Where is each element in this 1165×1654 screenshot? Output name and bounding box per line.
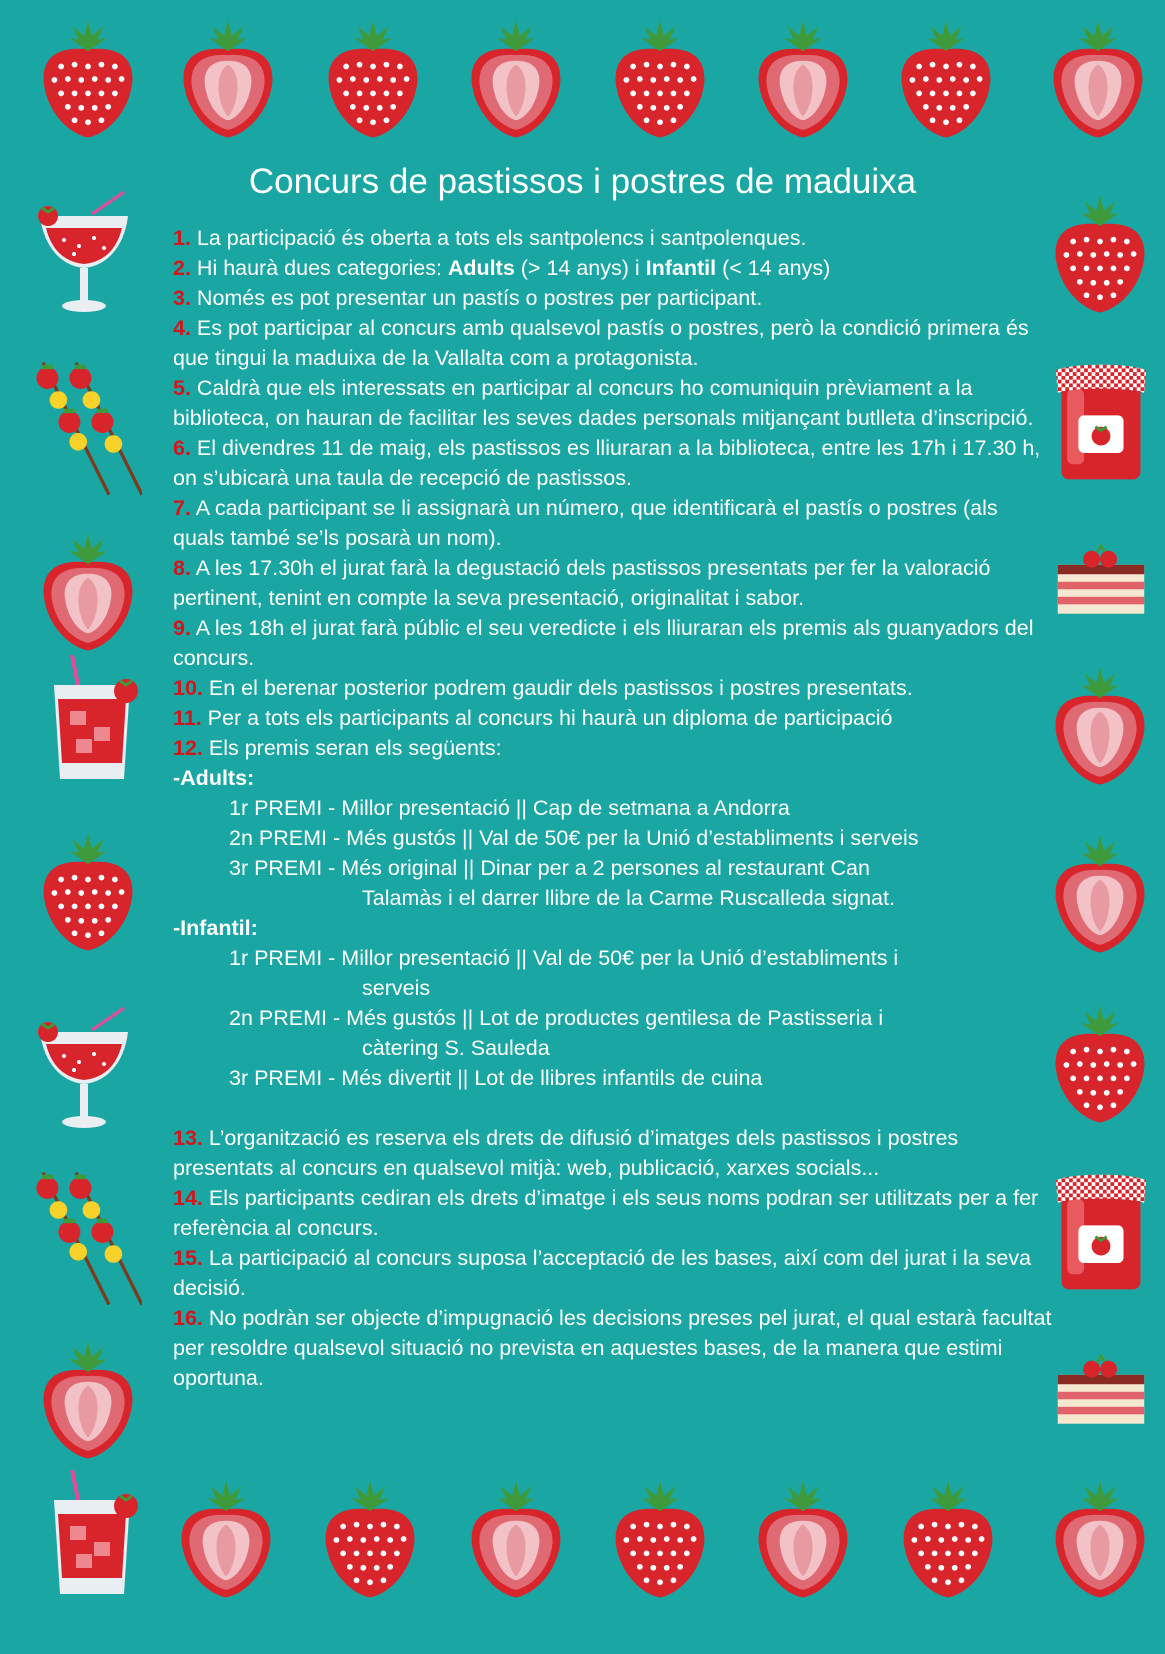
layer-cake-icon: [1054, 538, 1148, 618]
strawberry-cut-icon: [1050, 15, 1146, 143]
fruit-skewer-icon: [32, 1165, 142, 1310]
rule-11: [173, 703, 1053, 733]
rule-text: Els premis seran els següents:: [202, 736, 502, 760]
iced-drink-icon: [44, 1470, 144, 1600]
rule-text: A les 18h el jurat farà públic el seu veredicte i els lliuraran els premis als guanyadors del concurs.: [173, 616, 1034, 670]
rule-text: Caldrà que els interessats en participar al concurs ho comuniquin prèviament a la biblioteca, on hauran de facilitar les seves dades personals mitjançant butlleta d’inscripció.: [173, 376, 1034, 430]
rule-text: El divendres 11 de maig, els pastissos es lliuraran a la biblioteca, entre les 17h i 17.30 h, on s’ubicarà una taula de recepció de pastissos.: [173, 436, 1041, 490]
jam-jar-icon: [1054, 1168, 1148, 1296]
rule-number: 14.: [173, 1186, 203, 1210]
rule-number: 4.: [173, 316, 191, 340]
strawberry-icon: [1052, 190, 1148, 318]
rule-text: No podràn ser objecte d’impugnació les decisions preses pel jurat, el qual estarà facultat per resoldre qualsevol situació no prevista en aquestes bases, de la manera que estimi oportuna.: [173, 1306, 1052, 1390]
strawberry-icon: [612, 15, 708, 143]
strawberry-cut-icon: [1052, 1475, 1148, 1603]
rule-14: [173, 1183, 1053, 1243]
strawberry-cut-icon: [755, 1475, 851, 1603]
rule-text: (< 14 anys): [716, 256, 831, 280]
category-infantil: Infantil: [645, 256, 717, 280]
strawberry-icon: [40, 15, 136, 143]
rule-number: 7.: [173, 496, 191, 520]
rule-text: Només es pot presentar un pastís o postres per participant.: [190, 286, 763, 310]
strawberry-icon: [325, 15, 421, 143]
rule-number: 16.: [173, 1306, 203, 1330]
rule-text: En el berenar posterior podrem gaudir dels pastissos i postres presentats.: [202, 676, 913, 700]
strawberry-cut-icon: [40, 1336, 136, 1464]
category-adults: Adults: [447, 256, 515, 280]
rules-list: [173, 223, 1053, 1393]
iced-drink-icon: [44, 655, 144, 785]
rule-text: Els participants cediran els drets d’imatge i els seus noms podran ser utilitzats per a fer referència al concurs.: [173, 1186, 1039, 1240]
rule-9: [173, 613, 1053, 673]
rule-number: 12.: [173, 736, 203, 760]
strawberry-icon: [900, 1475, 996, 1603]
rule-12: [173, 733, 1053, 763]
rule-number: 5.: [173, 376, 191, 400]
rule-text: Es pot participar al concurs amb qualsevol pastís o postres, però la condició primera és que tingui la maduixa de la Vallalta com a protagonista.: [173, 316, 1029, 370]
rule-number: 3.: [173, 286, 191, 310]
strawberry-cut-icon: [1052, 830, 1148, 958]
rule-number: 8.: [173, 556, 191, 580]
rule-4: [173, 313, 1053, 373]
strawberry-icon: [612, 1475, 708, 1603]
strawberry-cut-icon: [180, 15, 276, 143]
prize-item: 2n PREMI - Més gustós || Lot de productes gentilesa de Pastisseria i: [229, 1006, 884, 1030]
prize-category-infantil: -Infantil:: [173, 916, 258, 940]
rule-7: [173, 493, 1053, 553]
jam-jar-icon: [1054, 358, 1148, 486]
strawberry-icon: [322, 1475, 418, 1603]
rule-15: [173, 1243, 1053, 1303]
rule-text: Hi haurà dues categories:: [190, 256, 448, 280]
rule-text: (> 14 anys) i: [514, 256, 646, 280]
strawberry-icon: [1052, 1000, 1148, 1128]
prize-item: 3r PREMI - Més original || Dinar per a 2 persones al restaurant Can: [229, 856, 870, 880]
cocktail-glass-icon: [32, 1004, 136, 1134]
prize-item: 1r PREMI - Millor presentació || Cap de setmana a Andorra: [229, 796, 790, 820]
strawberry-cut-icon: [178, 1475, 274, 1603]
rule-text: La participació al concurs suposa l’acceptació de les bases, així com del jurat i la seva decisió.: [173, 1246, 1032, 1300]
strawberry-cut-icon: [40, 528, 136, 656]
rule-number: 2.: [173, 256, 191, 280]
rule-5: [173, 373, 1053, 433]
rule-2: [173, 253, 1053, 283]
rule-number: 10.: [173, 676, 203, 700]
strawberry-cut-icon: [1052, 662, 1148, 790]
prize-item-continuation: Talamàs i el darrer llibre de la Carme Ruscalleda signat.: [362, 886, 895, 910]
strawberry-cut-icon: [468, 1475, 564, 1603]
rule-text: L’organització es reserva els drets de difusió d’imatges dels pastissos i postres presentats al concurs en qualsevol mitjà: web, publicació, xarxes socials...: [173, 1126, 959, 1180]
fruit-skewer-icon: [32, 355, 142, 500]
rule-number: 15.: [173, 1246, 203, 1270]
strawberry-cut-icon: [468, 15, 564, 143]
rule-text: Per a tots els participants al concurs hi haurà un diploma de participació: [201, 706, 893, 730]
prize-item: 1r PREMI - Millor presentació || Val de 50€ per la Unió d’establiments i: [229, 946, 899, 970]
rule-number: 13.: [173, 1126, 203, 1150]
prize-item: 3r PREMI - Més divertit || Lot de llibres infantils de cuina: [229, 1066, 763, 1090]
prize-category-adults: -Adults:: [173, 766, 255, 790]
rule-1: [173, 223, 1053, 253]
rule-16: [173, 1303, 1053, 1393]
rule-3: [173, 283, 1053, 313]
page-title: Concurs de pastissos i postres de maduixa: [248, 162, 917, 201]
rule-10: [173, 673, 1053, 703]
rule-6: [173, 433, 1053, 493]
strawberry-icon: [40, 828, 136, 956]
rule-number: 1.: [173, 226, 191, 250]
rule-text: A les 17.30h el jurat farà la degustació dels pastissos presentats per fer la valoració pertinent, tenint en compte la seva presentació, originalitat i sabor.: [173, 556, 991, 610]
prize-item-continuation: càtering S. Sauleda: [362, 1036, 550, 1060]
rule-number: 6.: [173, 436, 191, 460]
rule-text: A cada participant se li assignarà un número, que identificarà el pastís o postres (als quals també se’ls posarà un nom).: [173, 496, 998, 550]
spacer: [173, 1093, 1053, 1123]
rule-number: 9.: [173, 616, 191, 640]
strawberry-icon: [898, 15, 994, 143]
rule-text: La participació és oberta a tots els santpolencs i santpolenques.: [190, 226, 807, 250]
prize-item: 2n PREMI - Més gustós || Val de 50€ per la Unió d’establiments i serveis: [229, 826, 919, 850]
rule-8: [173, 553, 1053, 613]
rule-number: 11.: [173, 706, 202, 730]
cocktail-glass-icon: [32, 188, 136, 318]
prize-item-continuation: serveis: [362, 976, 431, 1000]
layer-cake-icon: [1054, 1348, 1148, 1428]
strawberry-cut-icon: [755, 15, 851, 143]
rule-13: [173, 1123, 1053, 1183]
